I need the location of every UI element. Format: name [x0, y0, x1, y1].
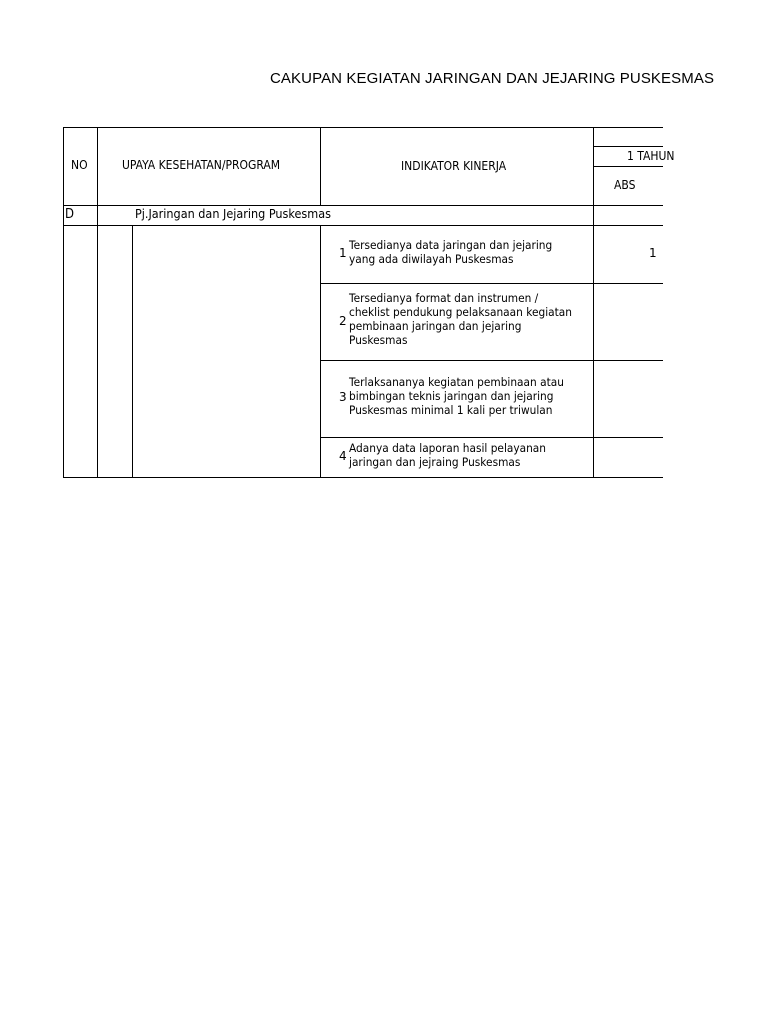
indicator-text-line: cheklist pendukung pelaksanaan kegiatan: [349, 305, 572, 319]
section-name: Pj.Jaringan dan Jejaring Puskesmas: [135, 206, 331, 221]
indicator-text-line: Tersedianya format dan instrumen /: [349, 291, 539, 305]
header-indicator: INDIKATOR KINERJA: [401, 159, 507, 173]
page-title: CAKUPAN KEGIATAN JARINGAN DAN JEJARING PUSKESMAS: [270, 70, 715, 87]
indicator-text-line: jaringan dan jejraing Puskesmas: [349, 455, 521, 469]
grid-line: [593, 166, 663, 167]
indicator-number: 4: [339, 449, 347, 463]
grid-line: [63, 225, 663, 226]
grid-line: [320, 127, 321, 206]
indicator-number: 3: [339, 390, 347, 404]
indicator-value: 1: [649, 246, 657, 260]
indicator-text-line: Puskesmas: [349, 333, 408, 347]
section-code: D: [65, 207, 75, 222]
grid-line: [63, 127, 64, 478]
indicator-text-line: Puskesmas minimal 1 kali per triwulan: [349, 403, 553, 417]
grid-line: [63, 477, 663, 478]
grid-line: [97, 127, 98, 478]
grid-line: [132, 225, 133, 478]
grid-line: [320, 283, 663, 284]
indicator-text-line: yang ada diwilayah Puskesmas: [349, 252, 514, 266]
indicator-number: 2: [339, 314, 347, 328]
grid-line: [63, 127, 663, 128]
indicator-text-line: Terlaksananya kegiatan pembinaan atau: [349, 375, 564, 389]
grid-line: [593, 146, 663, 147]
grid-line: [320, 225, 321, 478]
indicator-text-line: pembinaan jaringan dan jejaring: [349, 319, 522, 333]
indicator-text-line: bimbingan teknis jaringan dan jejaring: [349, 389, 554, 403]
indicator-text-line: Tersedianya data jaringan dan jejaring: [349, 238, 553, 252]
grid-line: [320, 360, 663, 361]
grid-line: [320, 437, 663, 438]
header-no: NO: [71, 158, 88, 172]
header-abs: ABS: [614, 178, 636, 192]
indicator-text-line: Adanya data laporan hasil pelayanan: [349, 441, 547, 455]
header-program: UPAYA KESEHATAN/PROGRAM: [122, 158, 281, 172]
indicator-number: 1: [339, 246, 347, 260]
header-period: 1 TAHUN: [627, 149, 675, 163]
grid-line: [593, 127, 594, 478]
